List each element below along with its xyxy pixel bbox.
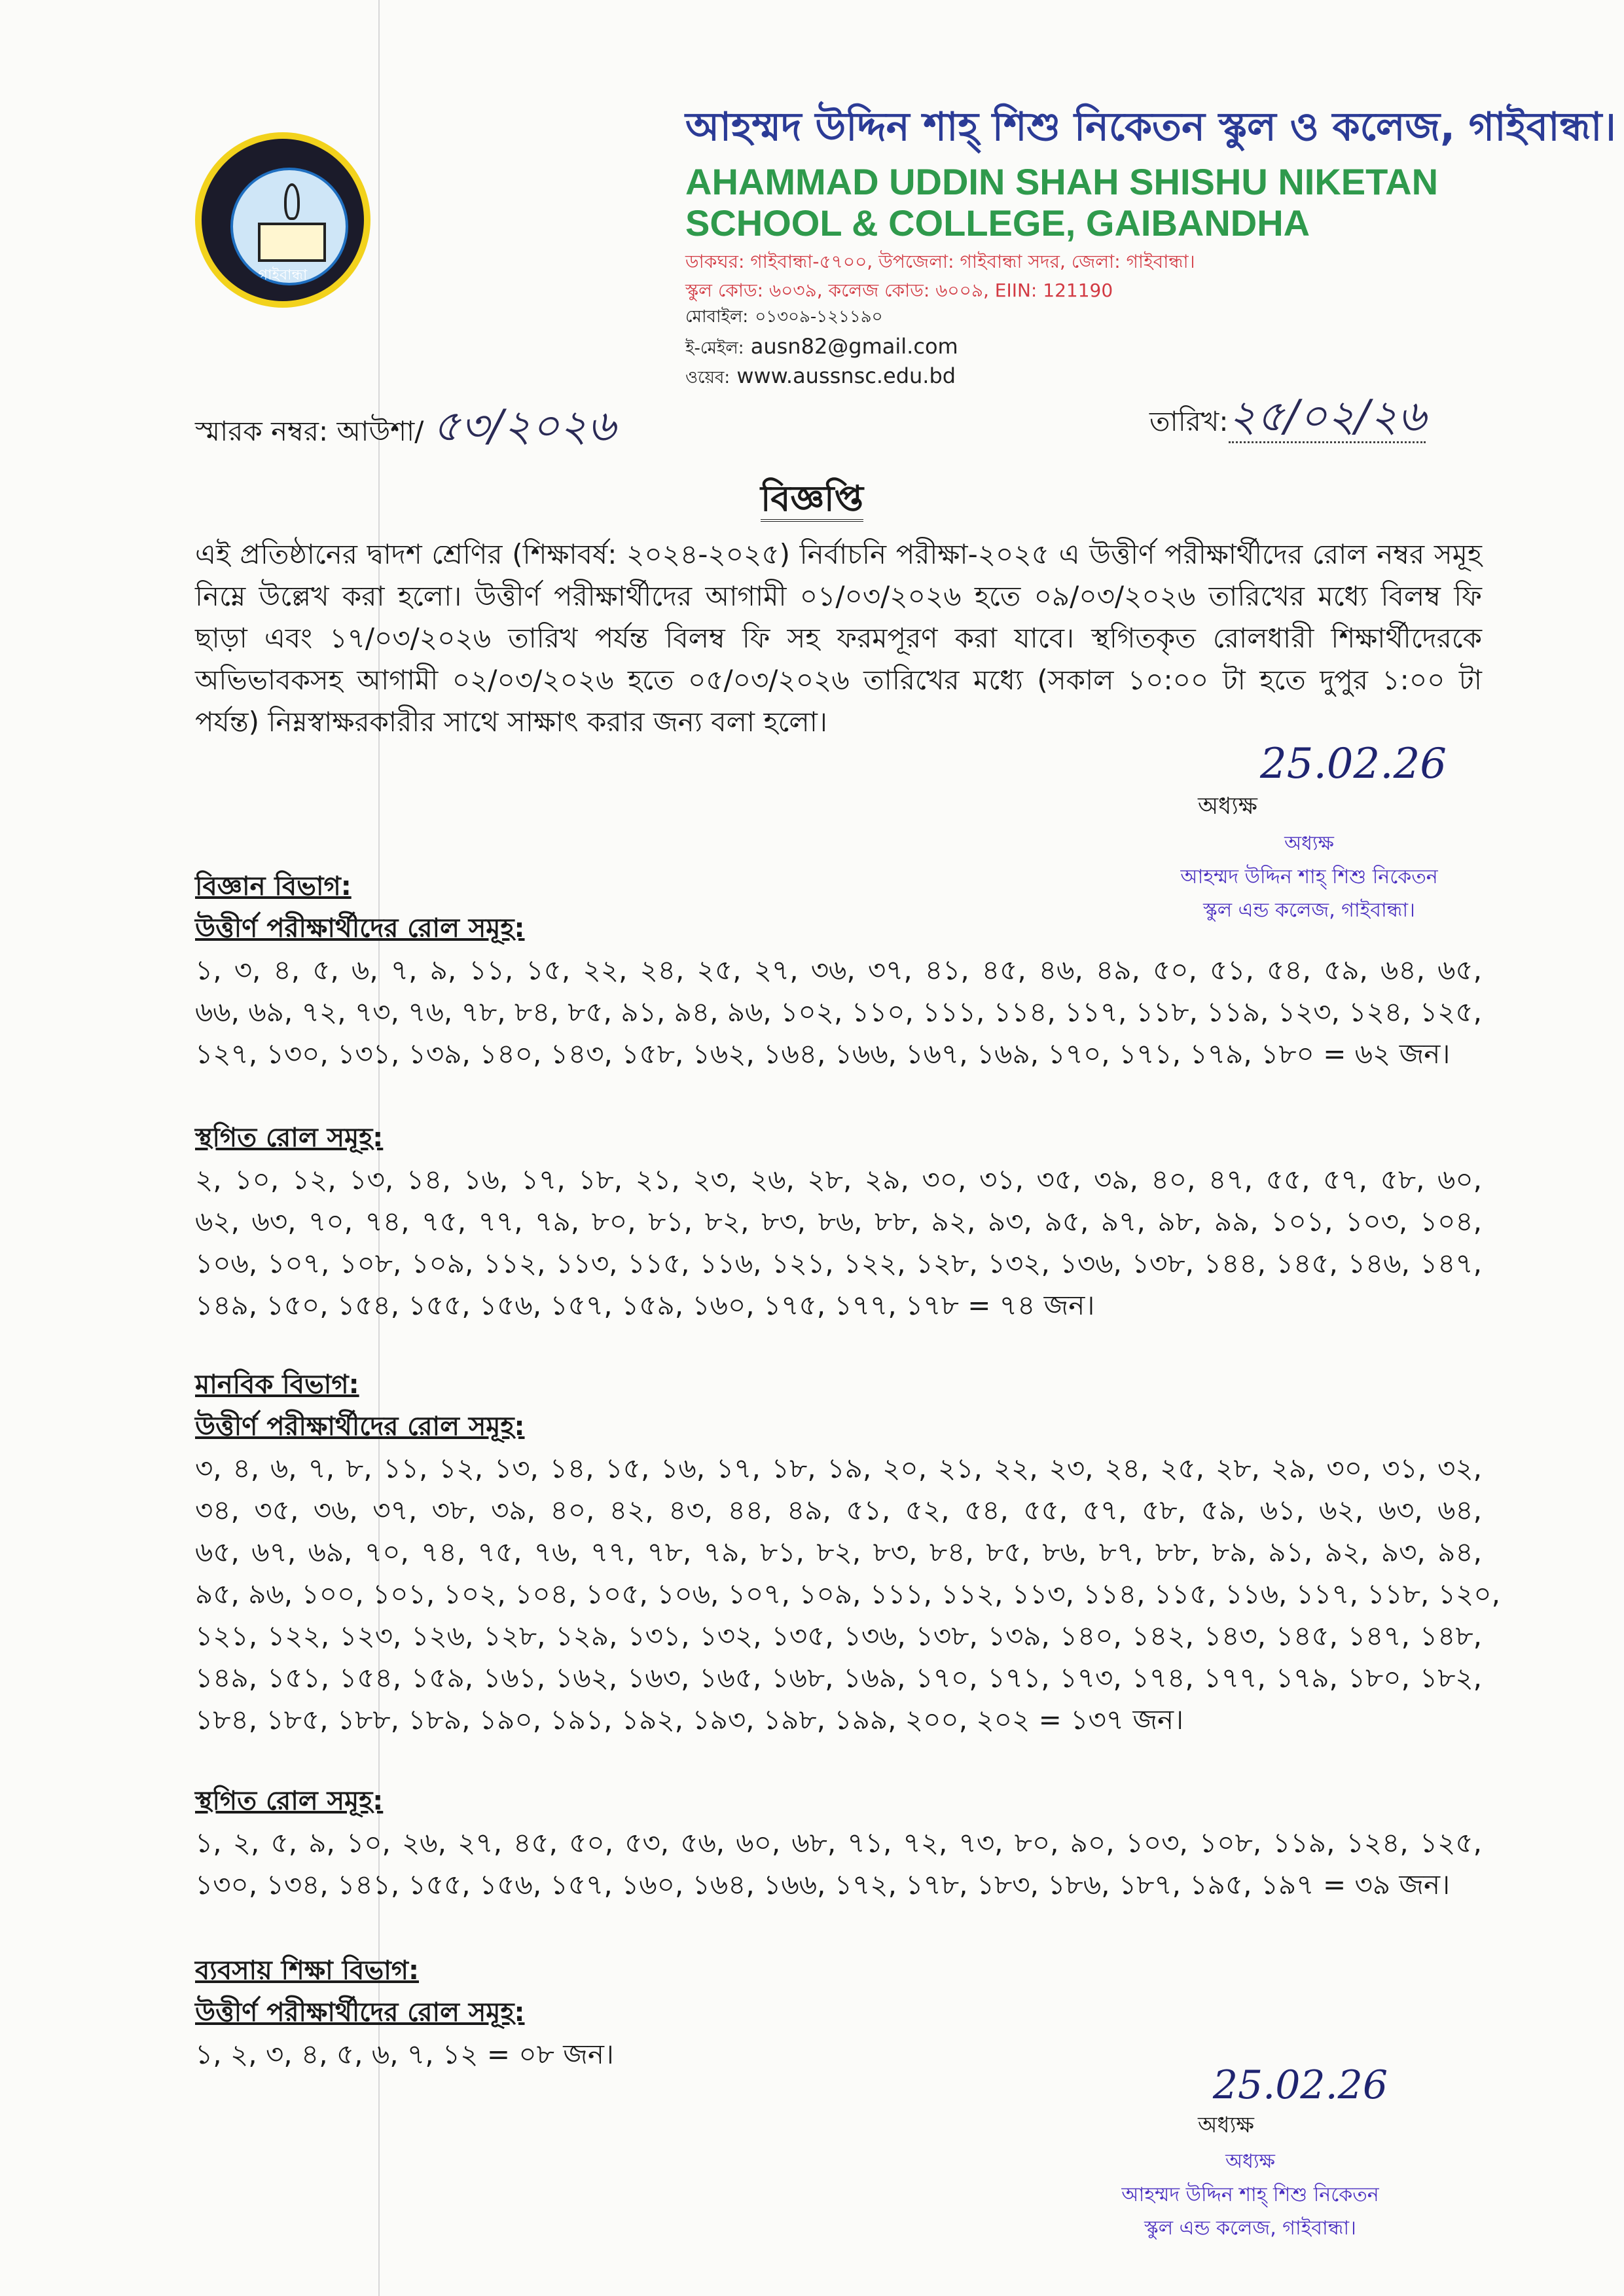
contact-mobile: মোবাইল: ০১৩০৯-১২১১৯০ (685, 307, 883, 327)
section-humanities (195, 1364, 1500, 1906)
signature-date: 25.02.26 (1212, 2062, 1388, 2108)
humanities-passed-list (195, 1448, 1500, 1741)
roll-row: ১, ২, ৫, ৯, ১০, ২৬, ২৭, ৪৫, ৫০, ৫৩, ৫৬, ৬০, ৬৮, ৭১, ৭২, ৭৩, ৮০, ৯০, ১০৩, ১০৮, ১১৯, ১২৪, ১২৫, (195, 1827, 1482, 1859)
roll-row: ৬৫, ৬৭, ৬৯, ৭০, ৭৪, ৭৫, ৭৬, ৭৭, ৭৮, ৭৯, ৮১, ৮২, ৮৩, ৮৪, ৮৫, ৮৬, ৮৭, ৮৮, ৮৯, ৯১, ৯২, ৯৩, ৯৪, (195, 1536, 1482, 1568)
notice-date: তারিখ:২৫/০২/২৬ (1149, 383, 1426, 455)
stamp-line2: স্কুল এন্ড কলেজ, গাইবান্ধা। (1144, 2217, 1356, 2240)
signature-title: অধ্যক্ষ (1198, 2112, 1254, 2138)
flame-icon (284, 183, 300, 220)
roll-row: ১, ২, ৩, ৪, ৫, ৬, ৭, ১২ = ০৮ জন। (195, 2038, 614, 2070)
roll-row: ১২১, ১২২, ১২৩, ১২৬, ১২৮, ১২৯, ১৩১, ১৩২, ১৩৫, ১৩৬, ১৩৮, ১৩৯, ১৪০, ১৪২, ১৪৩, ১৪৫, ১৪৭, ১৪৮, (195, 1620, 1482, 1652)
humanities-heading: মানবিক বিভাগ: (195, 1370, 359, 1400)
humanities-passed-label: উত্তীর্ণ পরীক্ষার্থীদের রোল সমূহ: (195, 1412, 525, 1442)
signature-date: 25.02.26 (1260, 740, 1447, 788)
memo-number: স্মারক নম্বর: আউশা/ ৫৩/২০২৬ (195, 401, 616, 451)
school-name-english-line2: SCHOOL & COLLEGE, GAIBANDHA (685, 202, 1310, 244)
roll-row: ৬৬, ৬৯, ৭২, ৭৩, ৭৬, ৭৮, ৮৪, ৮৫, ৯১, ৯৪, ৯৬, ১০২, ১১০, ১১১, ১১৪, ১১৭, ১১৮, ১১৯, ১২৩, ১২৪, ১২৫, (195, 996, 1482, 1028)
roll-row: ১৪৯, ১৫০, ১৫৪, ১৫৫, ১৫৬, ১৫৭, ১৫৯, ১৬০, ১৭৫, ১৭৭, ১৭৮ = ৭৪ জন। (195, 1289, 1095, 1321)
humanities-suspended-label: স্থগিত রোল সমূহ: (195, 1786, 384, 1816)
roll-row: ১২৭, ১৩০, ১৩১, ১৩৯, ১৪০, ১৪৩, ১৫৮, ১৬২, ১৬৪, ১৬৬, ১৬৭, ১৬৯, ১৭০, ১৭১, ১৭৯, ১৮০ = ৬২ জন। (195, 1038, 1451, 1070)
signature-title: অধ্যক্ষ (1198, 793, 1257, 820)
science-heading: বিজ্ঞান বিভাগ: (195, 871, 352, 902)
roll-row: ৯৫, ৯৬, ১০০, ১০১, ১০২, ১০৪, ১০৫, ১০৬, ১০৭, ১০৯, ১১১, ১১২, ১১৩, ১১৪, ১১৫, ১১৬, ১১৭, ১১৮, ১২০, (195, 1578, 1500, 1610)
roll-row: ১৮৪, ১৮৫, ১৮৮, ১৮৯, ১৯০, ১৯১, ১৯২, ১৯৩, ১৯৮, ১৯৯, ২০০, ২০২ = ১৩৭ জন। (195, 1704, 1184, 1736)
science-suspended-list (195, 1159, 1482, 1326)
roll-row: ১৪৯, ১৫১, ১৫৪, ১৫৯, ১৬১, ১৬২, ১৬৩, ১৬৫, ১৬৮, ১৬৯, ১৭০, ১৭১, ১৭৩, ১৭৪, ১৭৭, ১৭৯, ১৮০, ১৮২, (195, 1662, 1482, 1694)
stamp-line2: স্কুল এন্ড কলেজ, গাইবান্ধা। (1203, 899, 1415, 922)
science-passed-list (195, 949, 1482, 1075)
roll-row: ১৩০, ১৩৪, ১৪১, ১৫৫, ১৫৬, ১৫৭, ১৬০, ১৬৪, ১৬৬, ১৭২, ১৭৮, ১৮৩, ১৮৬, ১৮৭, ১৯৫, ১৯৭ = ৩৯ জন। (195, 1868, 1451, 1901)
school-name-english-line1: AHAMMAD UDDIN SHAH SHISHU NIKETAN (685, 161, 1439, 202)
roll-row: ৬২, ৬৩, ৭০, ৭৪, ৭৫, ৭৭, ৭৯, ৮০, ৮১, ৮২, ৮৩, ৮৬, ৮৮, ৯২, ৯৩, ৯৫, ৯৭, ৯৮, ৯৯, ১০১, ১০৩, ১০৪, (195, 1205, 1482, 1237)
logo-text: গাইবান্ধা (258, 267, 308, 283)
book-icon (258, 223, 326, 262)
stamp-title: অধ্যক্ষ (1225, 2150, 1275, 2173)
contact-web: ওয়েব: www.aussnsc.edu.bd (685, 363, 956, 388)
business-heading: ব্যবসায় শিক্ষা বিভাগ: (195, 1956, 420, 1986)
stamp-title: অধ্যক্ষ (1284, 832, 1334, 855)
signature-block-bottom (1113, 2062, 1388, 2246)
stamp-line1: আহম্মদ উদ্দিন শাহ্ শিশু নিকেতন (1121, 2183, 1379, 2206)
business-passed-label: উত্তীর্ণ পরীক্ষার্থীদের রোল সমূহ: (195, 1997, 525, 2028)
notice-body: এই প্রতিষ্ঠানের দ্বাদশ শ্রেণির (শিক্ষাবর্ষ: ২০২৪-২০২৫) নির্বাচনি পরীক্ষা-২০২৫ এ উত্তীর্ণ পরীক্ষার্থীদের রোল নম্বর সমূহ নিম্নে উল্লেখ করা হলো। উত্তীর্ণ পরীক্ষার্থীদের আগামী ০১/০৩/২০২৬ হতে ০৯/০৩/২০২৬ তারিখের মধ্যে বিলম্ব ফি ছাড়া এবং ১৭/০৩/২০২৬ তারিখ পর্যন্ত বিলম্ব ফি সহ ফরমপূরণ করা যাবে। স্থগিতকৃত রোলধারী শিক্ষার্থীদেরকে অভিভাবকসহ আগামী ০২/০৩/২০২৬ হতে ০৫/০৩/২০২৬ তারিখের মধ্যে (সকাল ১০:০০ টা হতে দুপুর ১:০০ টা পর্যন্ত) নিম্নস্বাক্ষরকারীর সাথে সাক্ষাৎ করার জন্য বলা হলো। (195, 538, 1482, 738)
contact-email: ই-মেইল: ausn82@gmail.com (685, 334, 958, 359)
school-logo (195, 132, 370, 308)
school-name-bengali: আহম্মদ উদ্দিন শাহ্ শিশু নিকেতন স্কুল ও কলেজ, গাইবান্ধা। (685, 104, 1616, 150)
school-address: ডাকঘর: গাইবান্ধা-৫৭০০, উপজেলা: গাইবান্ধা সদর, জেলা: গাইবান্ধা। (685, 251, 1195, 272)
roll-row: ১০৬, ১০৭, ১০৮, ১০৯, ১১২, ১১৩, ১১৫, ১১৬, ১২১, ১২২, ১২৮, ১৩২, ১৩৬, ১৩৮, ১৪৪, ১৪৫, ১৪৬, ১৪৭, (195, 1247, 1482, 1279)
school-codes: স্কুল কোড: ৬০৩৯, কলেজ কোড: ৬০০৯, EIIN: 121190 (685, 280, 1113, 301)
science-passed-label: উত্তীর্ণ পরীক্ষার্থীদের রোল সমূহ: (195, 913, 525, 943)
roll-row: ২, ১০, ১২, ১৩, ১৪, ১৬, ১৭, ১৮, ২১, ২৩, ২৬, ২৮, ২৯, ৩০, ৩১, ৩৫, ৩৯, ৪০, ৪৭, ৫৫, ৫৭, ৫৮, ৬০, (195, 1163, 1482, 1195)
notice-title: বিজ্ঞপ্তি (0, 471, 1624, 530)
roll-row: ১, ৩, ৪, ৫, ৬, ৭, ৯, ১১, ১৫, ২২, ২৪, ২৫, ২৭, ৩৬, ৩৭, ৪১, ৪৫, ৪৬, ৪৯, ৫০, ৫১, ৫৪, ৫৯, ৬৪, ৬৫, (195, 954, 1482, 986)
section-science (195, 866, 1482, 1326)
humanities-suspended-list (195, 1822, 1482, 1906)
science-suspended-label: স্থগিত রোল সমূহ: (195, 1123, 384, 1153)
roll-row: ৩৪, ৩৫, ৩৬, ৩৭, ৩৮, ৩৯, ৪০, ৪২, ৪৩, ৪৪, ৪৯, ৫১, ৫২, ৫৪, ৫৫, ৫৭, ৫৮, ৫৯, ৬১, ৬২, ৬৩, ৬৪, (195, 1494, 1482, 1526)
roll-row: ৩, ৪, ৬, ৭, ৮, ১১, ১২, ১৩, ১৪, ১৫, ১৬, ১৭, ১৮, ১৯, ২০, ২১, ২২, ২৩, ২৪, ২৫, ২৮, ২৯, ৩০, ৩১, ৩২, (195, 1452, 1482, 1484)
section-business (195, 1950, 1482, 2075)
stamp-line1: আহম্মদ উদ্দিন শাহ্ শিশু নিকেতন (1180, 866, 1438, 888)
